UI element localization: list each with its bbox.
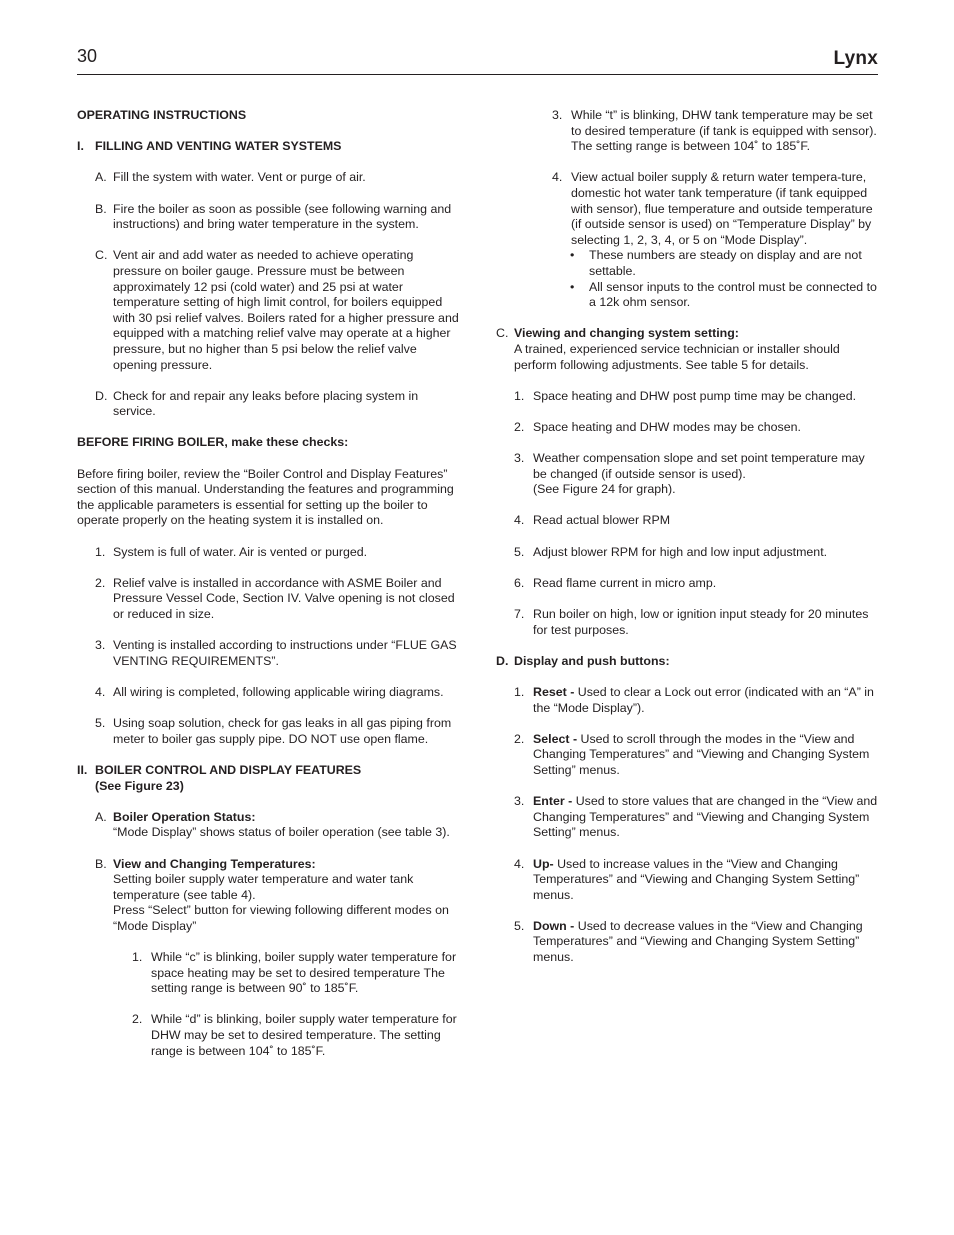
bullet-text: These numbers are steady on display and are not settable.	[589, 248, 862, 278]
list-item	[496, 576, 878, 592]
list-label: 2.	[514, 419, 525, 434]
list-item	[77, 170, 462, 186]
list-label: 7.	[514, 607, 525, 621]
subsection-c	[496, 326, 878, 373]
list-label: 3.	[552, 108, 563, 122]
list-label: 1.	[514, 388, 525, 403]
check-text: Using soap solution, check for gas leaks in all gas piping from meter to boiler gas supply pipe. DO NOT use open flame.	[113, 716, 452, 746]
list-label: 1.	[514, 684, 525, 699]
check-text: All wiring is completed, following applicable wiring diagrams.	[113, 684, 444, 699]
brand-name: Lynx	[833, 48, 878, 69]
list-text: Read flame current in micro amp.	[533, 575, 717, 590]
before-firing-text: Before firing boiler, review the “Boiler Control and Display Features” section of this manual. Understanding the features and programming the applicable parameters is essential for setting up the boiler to operate properly on the heating system it is installed on.	[77, 466, 454, 528]
button-name: Reset -	[533, 684, 575, 699]
list-text: Check for and repair any leaks before placing system in service.	[113, 388, 419, 419]
list-item	[496, 513, 878, 529]
list-label: 3.	[514, 794, 525, 809]
check-text: Relief valve is installed in accordance with ASME Boiler and Pressure Vessel Code, Section IV. Valve opening is not closed or reduced in size.	[113, 575, 455, 621]
section-number: II.	[77, 762, 88, 777]
list-item	[496, 607, 878, 638]
section-heading: OPERATING INSTRUCTIONS	[77, 108, 247, 122]
list-label: A.	[95, 809, 107, 824]
sub-list-item	[77, 950, 462, 997]
list-label: C.	[95, 248, 108, 263]
list-label: 2.	[514, 731, 525, 746]
page-number: 30	[77, 46, 98, 66]
list-label: 6.	[514, 575, 525, 590]
button-description	[496, 794, 878, 841]
bullet-item	[496, 280, 878, 311]
list-text: While “t” is blinking, DHW tank temperature may be set to desired temperature (if tank is equipped with sensor). The setting range is between 104˚ to 185˚F.	[571, 108, 877, 154]
check-item	[77, 545, 462, 561]
check-label: 4.	[95, 684, 106, 699]
check-label: 1.	[95, 544, 106, 559]
subsection-text: “Mode Display” shows status of boiler operation (see table 3).	[113, 825, 450, 840]
button-text: Used to clear a Lock out error (indicated with an “A” in the “Mode Display”).	[533, 684, 874, 715]
section-number: I.	[77, 139, 84, 154]
list-text: While “c” is blinking, boiler supply water temperature for space heating may be set to desired temperature The setting range is between 90˚ to 185˚F.	[151, 950, 457, 996]
button-description	[496, 685, 878, 716]
list-label: 4.	[514, 856, 525, 871]
list-label: 1.	[132, 950, 143, 965]
list-text-extra: (See Figure 24 for graph).	[533, 482, 676, 497]
subsection-title: Display and push buttons:	[514, 653, 670, 668]
check-label: 5.	[95, 716, 106, 731]
list-label: 4.	[552, 170, 563, 185]
button-text: Used to decrease values in the “View and Changing Temperatures” and “Viewing and Changing System Setting” menus.	[533, 918, 863, 965]
button-name: Up-	[533, 856, 554, 871]
list-text: Weather compensation slope and set point temperature may be changed (if outside sensor is used).	[533, 451, 865, 481]
subsection-title: Boiler Operation Status:	[113, 809, 256, 824]
list-text: Read actual blower RPM	[533, 513, 671, 528]
check-label: 3.	[95, 638, 106, 653]
check-label: 2.	[95, 575, 106, 590]
section-title-text: FILLING AND VENTING WATER SYSTEMS	[95, 139, 342, 154]
right-column	[496, 108, 878, 966]
bullet-item	[496, 248, 878, 279]
list-item	[496, 451, 878, 498]
list-text: Run boiler on high, low or ignition input steady for 20 minutes for test purposes.	[533, 607, 869, 637]
button-text: Used to store values that are changed in the “View and Changing Temperatures” and “Viewing and Changing System Setting” menus.	[533, 794, 878, 840]
check-item	[77, 638, 462, 669]
button-name: Select -	[533, 731, 578, 746]
list-label: C.	[496, 326, 509, 341]
list-label: B.	[95, 856, 107, 871]
check-text: Venting is installed according to instructions under “FLUE GAS VENTING REQUIREMENTS”.	[113, 638, 457, 668]
bullet-icon: •	[570, 279, 575, 294]
subsection-text: Press “Select” button for viewing following different modes on “Mode Display”	[113, 903, 449, 933]
sub-list-item	[77, 1012, 462, 1059]
subsection-d	[496, 654, 878, 670]
list-text: Fill the system with water. Vent or purge of air.	[113, 170, 366, 185]
list-label: 2.	[132, 1012, 143, 1027]
check-item	[77, 685, 462, 701]
list-text: Adjust blower RPM for high and low input adjustment.	[533, 544, 828, 559]
list-label: 3.	[514, 451, 525, 466]
sub-list-item	[496, 108, 878, 155]
check-text: System is full of water. Air is vented or purged.	[113, 544, 368, 559]
list-item	[496, 545, 878, 561]
list-item	[496, 420, 878, 436]
subsection-a	[77, 810, 462, 841]
subsection-title: Viewing and changing system setting:	[514, 326, 739, 341]
list-text: Fire the boiler as soon as possible (see following warning and instructions) and bring water temperature in the system.	[113, 201, 452, 232]
list-label: 4.	[514, 513, 525, 528]
subsection-title: View and Changing Temperatures:	[113, 856, 316, 871]
page-header	[77, 44, 878, 75]
left-column	[77, 108, 462, 1059]
button-text: Used to scroll through the modes in the “View and Changing Temperatures” and “Viewing and Changing System Setting” menus.	[533, 731, 870, 777]
list-text: Vent air and add water as needed to achieve operating pressure on boiler gauge. Pressure must be between approximately 12 psi (cold water) and 25 psi at water temperature setting of high limit control, for boilers equipped with 30 psi relief valves. Boilers rated for a higher pressure and equipped with a matching relief valve may operate at a higher pressure, but no higher than 5 psi below the relief valve opening pressure.	[113, 248, 459, 372]
list-item	[77, 202, 462, 233]
list-item	[77, 248, 462, 373]
button-description	[496, 732, 878, 779]
check-item	[77, 576, 462, 623]
section-title-text: BOILER CONTROL AND DISPLAY FEATURES	[95, 762, 362, 777]
list-item	[496, 389, 878, 405]
button-name: Down -	[533, 918, 575, 933]
list-item	[77, 389, 462, 420]
check-item	[77, 716, 462, 747]
subsection-text: Setting boiler supply water temperature and water tank temperature (see table 4).	[113, 872, 414, 902]
button-description	[496, 919, 878, 966]
before-firing-title: BEFORE FIRING BOILER, make these checks:	[77, 435, 349, 450]
section-title	[77, 763, 462, 794]
button-description	[496, 857, 878, 904]
section-subtitle: (See Figure 23)	[95, 778, 184, 793]
button-text: Used to increase values in the “View and Changing Temperatures” and “Viewing and Changing System Setting” menus.	[533, 856, 860, 902]
section-title	[77, 139, 462, 155]
list-text: View actual boiler supply & return water tempera-ture, domestic hot water tank temperature (if tank equipped with sensor), flue temperature and outside temperature (if outside sensor is used) on “Temperature Display” by selecting 1, 2, 3, 4, or 5 on “Mode Display”.	[571, 170, 873, 247]
list-label: D.	[496, 653, 509, 668]
list-label: 5.	[514, 918, 525, 933]
list-label: A.	[95, 170, 107, 185]
list-label: 5.	[514, 544, 525, 559]
list-label: D.	[95, 388, 108, 403]
bullet-text: All sensor inputs to the control must be connected to a 12k ohm sensor.	[589, 279, 877, 310]
list-label: B.	[95, 201, 107, 216]
bullet-icon: •	[570, 248, 575, 263]
list-text: Space heating and DHW modes may be chosen.	[533, 419, 801, 434]
subsection-b	[77, 857, 462, 935]
sub-list-item	[496, 170, 878, 248]
subsection-text: A trained, experienced service technician or installer should perform following adjustments. See table 5 for details.	[514, 341, 840, 372]
list-text: While “d” is blinking, boiler supply water temperature for DHW may be set to desired temperature. The setting range is between 104˚ to 185˚F.	[151, 1012, 457, 1058]
button-name: Enter -	[533, 794, 573, 809]
list-text: Space heating and DHW post pump time may be changed.	[533, 388, 857, 403]
